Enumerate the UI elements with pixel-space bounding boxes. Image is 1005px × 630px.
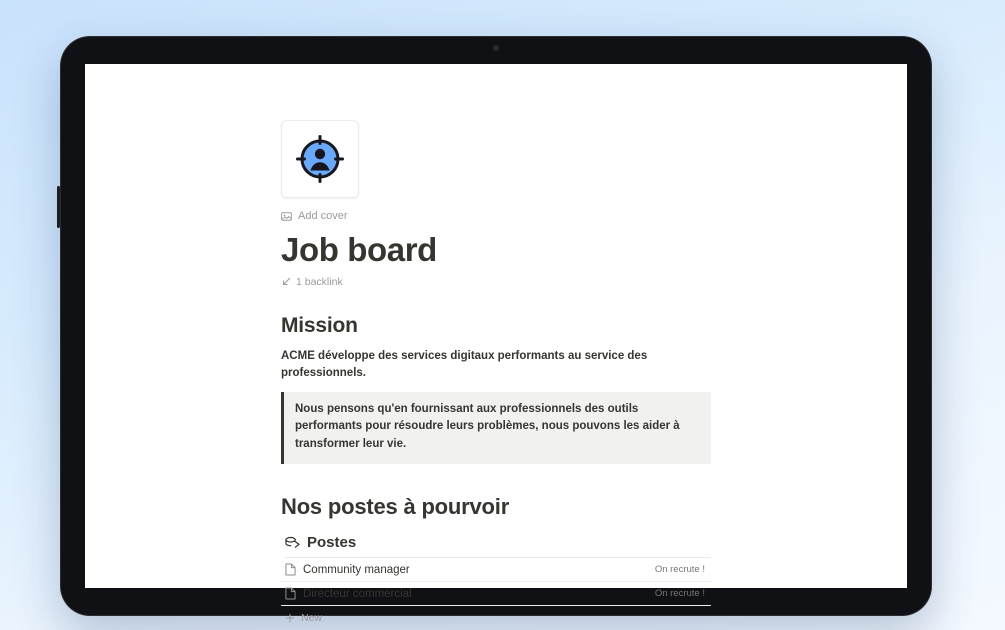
backlink-label: 1 backlink <box>296 276 343 289</box>
tablet-device <box>60 36 932 625</box>
new-row-button[interactable] <box>281 606 711 630</box>
table-row[interactable] <box>281 558 711 582</box>
add-cover-label: Add cover <box>298 210 348 222</box>
mission-heading: Mission <box>281 314 358 338</box>
row-title: Directeur commercial <box>303 587 412 600</box>
front-camera <box>493 45 499 51</box>
add-cover-button[interactable] <box>281 210 711 222</box>
document-icon <box>285 563 296 576</box>
tablet-screen <box>85 64 907 625</box>
user-avatar-icon <box>294 133 346 185</box>
database-list-icon <box>285 536 300 550</box>
image-icon <box>281 211 292 222</box>
database-header[interactable] <box>281 534 711 551</box>
row-left <box>285 587 412 600</box>
plus-icon <box>285 613 295 623</box>
page-icon[interactable] <box>281 120 359 198</box>
row-title: Community manager <box>303 563 410 576</box>
page-title[interactable]: Job board <box>281 231 437 268</box>
row-left <box>285 563 410 576</box>
new-row-label: New <box>301 612 323 625</box>
mission-paragraph: ACME développe des services digitaux performants au service des professionnels. <box>281 350 648 379</box>
mission-callout: Nous pensons qu'en fournissant aux professionnels des outils performants pour résoudre leurs problèmes, nous pouvons les aider à transformer leur vie. <box>281 392 711 464</box>
backlink-button[interactable] <box>281 276 711 288</box>
backlink-arrow-icon <box>281 277 291 287</box>
document-icon <box>285 587 296 600</box>
row-status: On recrute ! <box>654 564 705 576</box>
row-status: On recrute ! <box>654 588 705 600</box>
database-title: Postes <box>307 534 357 552</box>
table-row[interactable] <box>281 582 711 606</box>
volume-button[interactable] <box>57 186 60 228</box>
page-content <box>281 120 711 630</box>
notion-page <box>85 64 907 625</box>
jobs-heading: Nos postes à pourvoir <box>281 494 510 520</box>
